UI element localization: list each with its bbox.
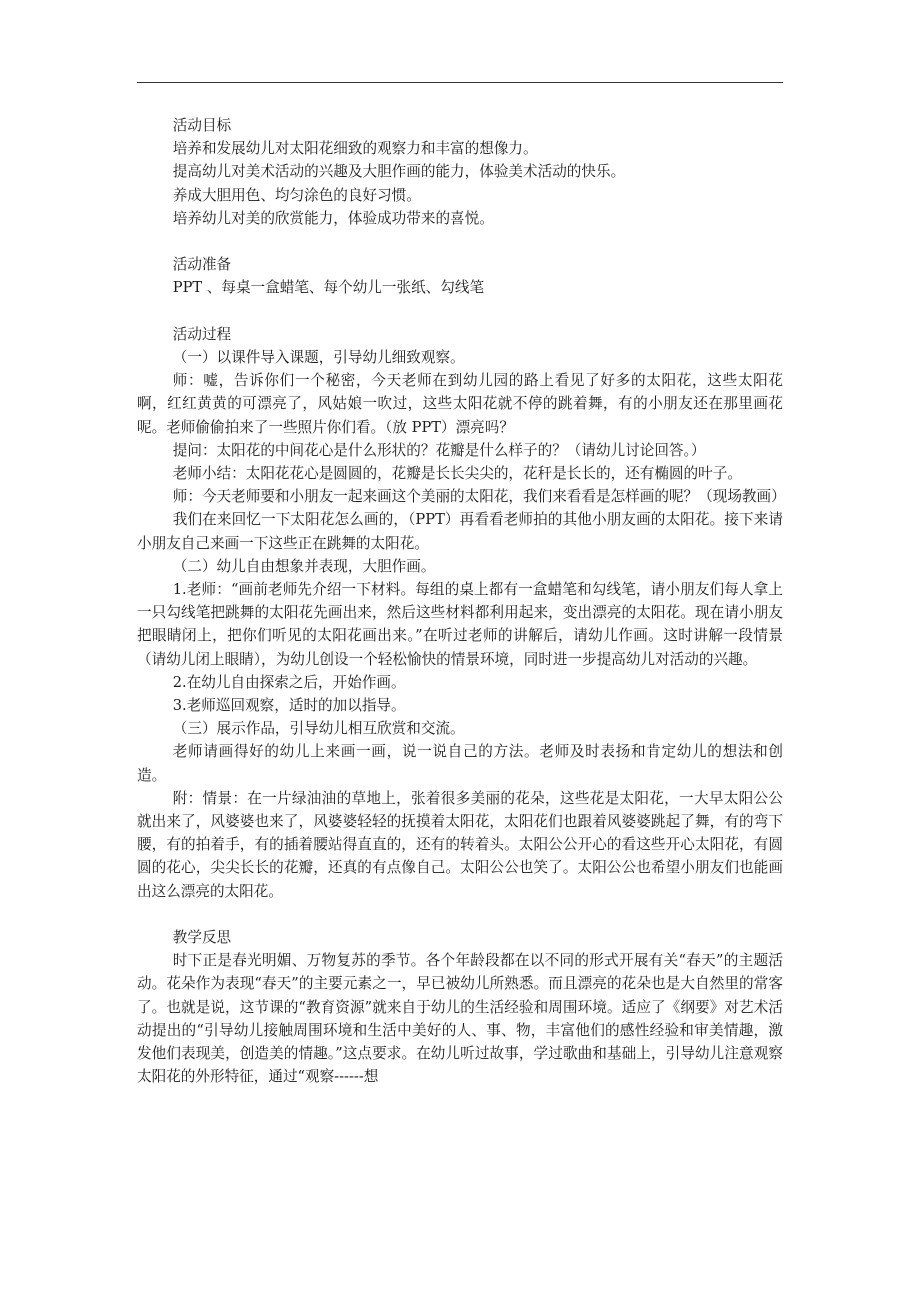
section-gap [137, 300, 783, 323]
header-rule [137, 82, 783, 83]
process-paragraph: （三）展示作品，引导幼儿相互欣赏和交流。 [172, 720, 465, 738]
goals-heading: 活动目标 [172, 117, 232, 134]
process-paragraph: 1.老师：“画前老师先介绍一下材料。每组的桌上都有一盒蜡笔和勾线笔，请小朋友们每人拿上一只勾线笔把跳舞的太阳花先画出来，然后这些材料都利用起来，变出漂亮的太阳花。现在请小朋友把眼睛闭上，把你们听见的太阳花画出来。”在听过老师的讲解后，请幼儿作画。这时讲解一段情景（请幼儿闭上眼睛），为幼儿创设一个轻松愉快的情景环境，同时进一步提高幼儿对活动的兴趣。 [137, 581, 783, 668]
reflection-text: 时下正是春光明媚、万物复苏的季节。各个年龄段都在以不同的形式开展有关“春天”的主题活动。花朵作为表现“春天”的主要元素之一，早已被幼儿所熟悉。而且漂亮的花朵也是大自然里的常客了。也就是说，这节课的“教育资源”就来自于幼儿的生活经验和周围环境。适应了《纲要》对艺术活动提出的“引导幼儿接触周围环境和生活中美好的人、事、物，丰富他们的感性经验和审美情趣，激发他们表现美，创造美的情趣。”这点要求。在幼儿听过故事，学过歌曲和基础上，引导幼儿注意观察太阳花的外形特征，通过“观察------想 [137, 952, 783, 1086]
goal-item: 提高幼儿对美术活动的兴趣及大胆作画的能力，体验美术活动的快乐。 [172, 163, 626, 181]
process-paragraph: 3.老师巡回观察，适时的加以指导。 [172, 697, 406, 715]
process-paragraph: 老师小结：太阳花花心是圆圆的，花瓣是长长尖尖的，花秆是长长的，还有椭圆的叶子。 [172, 465, 742, 483]
process-paragraph: 附：情景：在一片绿油油的草地上，张着很多美丽的花朵，这些花是太阳花，一大早太阳公公就出来了，风婆婆也来了，风婆婆轻轻的抚摸着太阳花，太阳花们也跟着风婆婆跳起了舞，有的弯下腰，有的拍着手，有的插着腰站得直直的，还有的转着头。太阳公公开心的看这些开心太阳花，有圆圆的花心，尖尖长长的花瓣，还真的有点像自己。太阳公公也笑了。太阳公公也希望小朋友们也能画出这么漂亮的太阳花。 [137, 789, 783, 900]
process-paragraph: （二）幼儿自由想象并表现，大胆作画。 [172, 557, 436, 575]
prep-text: PPT 、每桌一盒蜡笔、每个幼儿一张纸、勾线笔 [172, 279, 485, 297]
process-heading: 活动过程 [172, 325, 232, 343]
document-body [137, 114, 786, 1088]
reflection-heading: 教学反思 [172, 929, 232, 947]
section-gap [137, 903, 783, 926]
process-paragraph: 提问：太阳花的中间花心是什么形状的？花瓣是什么样子的？（请幼儿讨论回答。） [172, 441, 706, 459]
process-paragraph: （一）以课件导入课题，引导幼儿细致观察。 [172, 349, 465, 366]
goal-item: 培养和发展幼儿对太阳花细致的观察力和丰富的想像力。 [172, 140, 538, 158]
prep-heading: 活动准备 [172, 256, 232, 274]
goal-item: 培养幼儿对美的欣赏能力，体验成功带来的喜悦。 [172, 209, 494, 227]
process-paragraph: 老师请画得好的幼儿上来画一画，说一说自己的方法。老师及时表扬和肯定幼儿的想法和创造。 [137, 743, 783, 784]
process-paragraph: 师：今天老师要和小朋友一起来画这个美丽的太阳花，我们来看看是怎样画的呢？（现场教画） [172, 488, 786, 506]
process-paragraph: 我们在来回忆一下太阳花怎么画的，（PPT）再看看老师拍的其他小朋友画的太阳花。接下来请小朋友自己来画一下这些正在跳舞的太阳花。 [137, 511, 783, 552]
goal-item: 养成大胆用色、均匀涂色的良好习惯。 [172, 186, 421, 204]
process-paragraph: 师：嘘，告诉你们一个秘密，今天老师在到幼儿园的路上看见了好多的太阳花，这些太阳花啊，红红黄黄的可漂亮了，风姑娘一吹过，这些太阳花就不停的跳着舞，有的小朋友还在那里画花呢。老师偷偷拍来了一些照片你们看。（放 PPT）漂亮吗？ [137, 372, 783, 436]
process-paragraph: 2.在幼儿自由探索之后，开始作画。 [172, 673, 406, 691]
section-gap [137, 230, 783, 253]
